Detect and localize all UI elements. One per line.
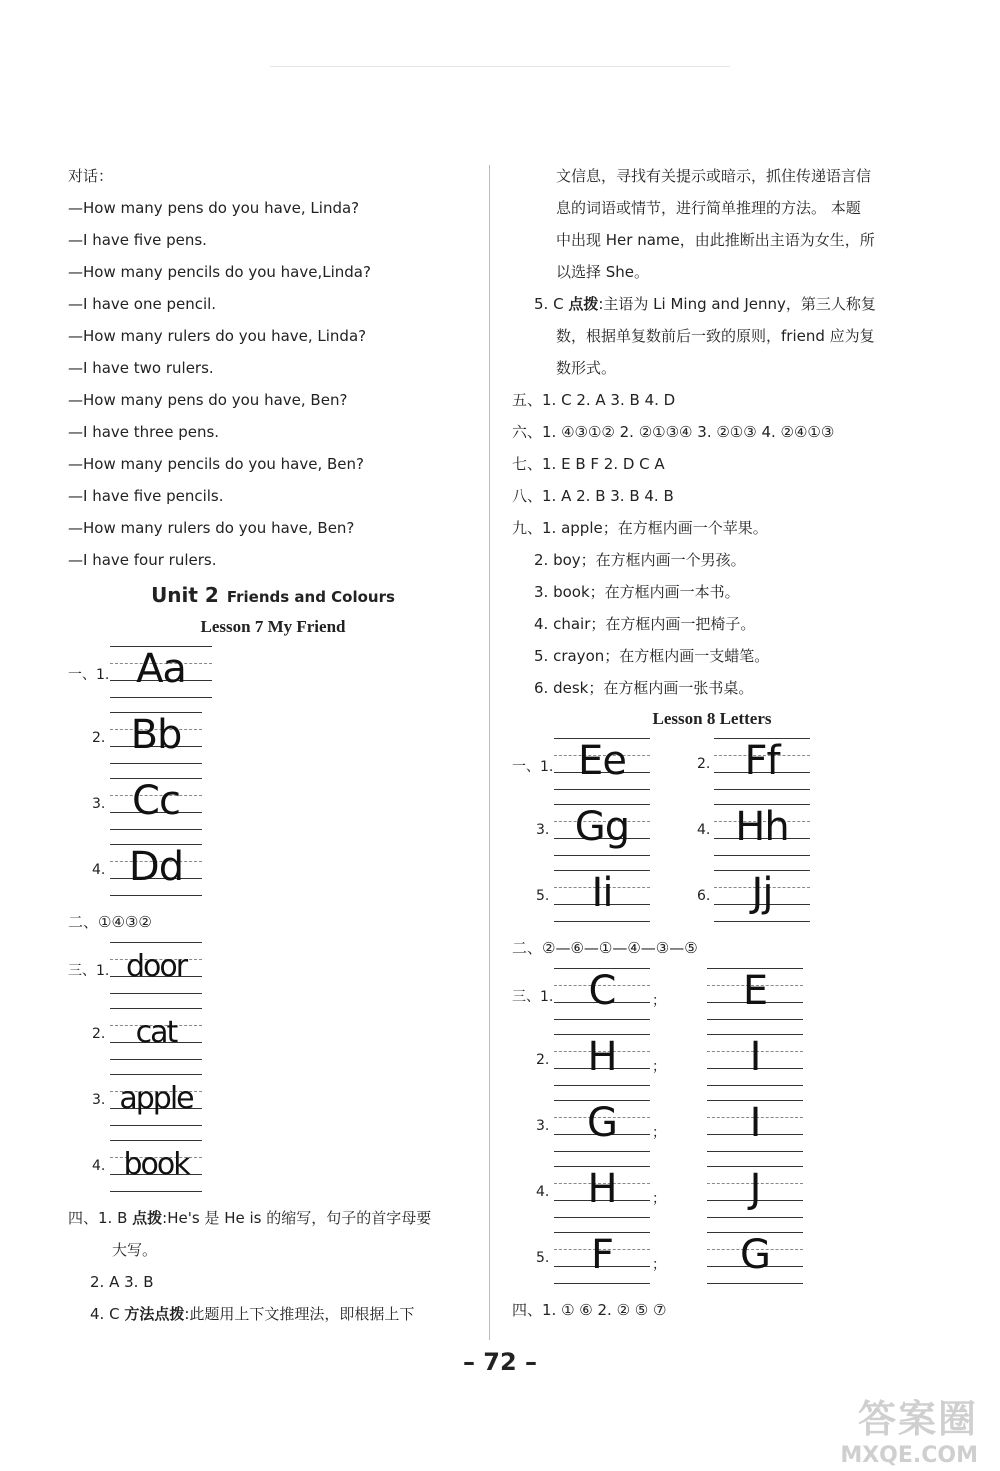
item-number bbox=[68, 960, 109, 980]
writing-row bbox=[68, 1136, 478, 1202]
handwriting-answer: book bbox=[123, 1147, 189, 1182]
unit-subtitle: Friends and Colours bbox=[226, 588, 395, 606]
writing-row bbox=[68, 938, 478, 1004]
lesson-8-title: Lesson 8 Letters bbox=[652, 709, 772, 728]
section-9-answer: 5. crayon；在方框内画一支蜡笔。 bbox=[534, 647, 770, 665]
item-number: 2. bbox=[92, 730, 106, 746]
watermark-title: 答案圈 bbox=[857, 1397, 978, 1441]
section-4-line: 2. A 3. B bbox=[90, 1273, 154, 1291]
writing-row bbox=[68, 774, 478, 840]
item-number: 2. bbox=[536, 1052, 550, 1068]
item-number-text: 1. bbox=[96, 667, 110, 683]
writing-lines bbox=[110, 778, 202, 830]
handwriting-answer: I bbox=[749, 1100, 761, 1146]
handwriting-answer: Aa bbox=[136, 646, 186, 692]
writing-lines bbox=[554, 1100, 650, 1152]
writing-lines bbox=[554, 738, 650, 790]
writing-lines bbox=[554, 1166, 650, 1218]
dialog-line: —How many pencils do you have,Linda? bbox=[68, 263, 371, 281]
separator: ； bbox=[652, 1059, 666, 1075]
item-number: 5. bbox=[536, 1250, 550, 1266]
writing-lines bbox=[714, 870, 810, 922]
writing-lines bbox=[110, 1074, 202, 1126]
item-number: 2. bbox=[92, 1026, 106, 1042]
dialog-line: —I have one pencil. bbox=[68, 295, 217, 313]
handwriting-answer: G bbox=[587, 1100, 617, 1146]
item-number: 4. bbox=[92, 1158, 106, 1174]
separator: ； bbox=[652, 1257, 666, 1273]
writing-lines bbox=[554, 968, 650, 1020]
separator: ； bbox=[652, 993, 666, 1009]
handwriting-answer: Cc bbox=[132, 778, 180, 824]
hint-label: 点拨 bbox=[568, 295, 599, 313]
writing-lines bbox=[554, 1034, 650, 1086]
handwriting-answer: J bbox=[749, 1166, 761, 1212]
section-prefix: 三、 bbox=[512, 989, 540, 1005]
handwriting-answer: G bbox=[740, 1232, 770, 1278]
handwriting-answer: door bbox=[125, 949, 187, 984]
handwriting-answer: C bbox=[588, 968, 616, 1014]
item-number: 2. bbox=[697, 756, 711, 772]
hint-label: 方法点拨 bbox=[124, 1305, 185, 1323]
section-7-answer: 七、1. E B F 2. D C A bbox=[512, 455, 665, 473]
writing-row bbox=[512, 866, 912, 932]
writing-row bbox=[512, 1228, 912, 1294]
writing-row bbox=[68, 708, 478, 774]
handwriting-answer: Hh bbox=[735, 804, 789, 850]
answer-text: 5. C bbox=[534, 295, 569, 313]
writing-lines bbox=[110, 1140, 202, 1192]
section-4-answer: 四、1. ① ⑥ 2. ② ⑤ ⑦ bbox=[512, 1301, 667, 1319]
item-number: 4. bbox=[92, 862, 106, 878]
writing-row bbox=[512, 964, 912, 1030]
dialog-line: —How many pencils do you have, Ben? bbox=[68, 455, 364, 473]
item-number-text: 1. bbox=[540, 989, 554, 1005]
answer-text: :此题用上下文推理法，即根据上下 bbox=[184, 1305, 415, 1323]
handwriting-answer: Dd bbox=[128, 844, 184, 890]
section-prefix: 三、 bbox=[68, 963, 96, 979]
section-8-answer: 八、1. A 2. B 3. B 4. B bbox=[512, 487, 674, 505]
handwriting-answer: E bbox=[742, 968, 768, 1014]
item-number-text: 1. bbox=[540, 759, 554, 775]
hint-label: 点拨 bbox=[132, 1209, 163, 1227]
explanation-line bbox=[512, 288, 912, 320]
dialog-line: —How many rulers do you have, Ben? bbox=[68, 519, 355, 537]
dialog-line: —I have three pens. bbox=[68, 423, 220, 441]
writing-lines bbox=[554, 870, 650, 922]
writing-lines bbox=[110, 942, 202, 994]
writing-lines bbox=[707, 1232, 803, 1284]
section-prefix: 一、 bbox=[512, 759, 540, 775]
answer-text: 四、1. B bbox=[68, 1209, 133, 1227]
handwriting-answer: H bbox=[587, 1166, 617, 1212]
answer-text: :主语为 Li Ming and Jenny，第三人称复 bbox=[598, 295, 876, 313]
dialog-line: —I have four rulers. bbox=[68, 551, 217, 569]
item-number-text: 1. bbox=[96, 963, 110, 979]
writing-lines bbox=[110, 646, 212, 698]
item-number: 3. bbox=[536, 1118, 550, 1134]
writing-row bbox=[512, 1030, 912, 1096]
explanation-line: 数，根据单复数前后一致的原则，friend 应为复 bbox=[556, 327, 875, 345]
dialog-line: —I have five pencils. bbox=[68, 487, 224, 505]
explanation-line: 中出现 Her name，由此推断出主语为女生，所 bbox=[556, 231, 875, 249]
item-number: 5. bbox=[536, 888, 550, 904]
item-number: 4. bbox=[536, 1184, 550, 1200]
handwriting-answer: Bb bbox=[130, 712, 182, 758]
writing-row bbox=[68, 642, 478, 708]
writing-lines bbox=[714, 738, 810, 790]
section-9-answer: 4. chair；在方框内画一把椅子。 bbox=[534, 615, 756, 633]
explanation-line: 息的词语或情节，进行简单推理的方法。 本题 bbox=[556, 199, 861, 217]
separator: ； bbox=[652, 1191, 666, 1207]
item-number: 6. bbox=[697, 888, 711, 904]
answer-text: :He's 是 He is 的缩写，句子的首字母要 bbox=[162, 1209, 432, 1227]
column-divider bbox=[489, 165, 490, 1340]
section-2-answer: 二、①④③② bbox=[68, 913, 152, 931]
writing-lines bbox=[554, 1232, 650, 1284]
page-number: – 72 – bbox=[462, 1348, 538, 1376]
writing-lines bbox=[707, 1100, 803, 1152]
writing-row bbox=[68, 1070, 478, 1136]
writing-lines bbox=[110, 844, 202, 896]
writing-row bbox=[68, 1004, 478, 1070]
item-number bbox=[68, 664, 109, 684]
section-prefix: 一、 bbox=[68, 667, 96, 683]
top-rule bbox=[270, 66, 730, 67]
item-number bbox=[512, 986, 553, 1006]
explanation-line: 以选择 She。 bbox=[556, 263, 650, 281]
writing-lines bbox=[707, 1166, 803, 1218]
item-number: 3. bbox=[92, 796, 106, 812]
watermark bbox=[840, 1388, 978, 1468]
explanation-line: 数形式。 bbox=[556, 359, 617, 377]
section-4-line: 大写。 bbox=[112, 1241, 158, 1259]
handwriting-answer: Gg bbox=[574, 804, 630, 850]
watermark-url: MXQE.COM bbox=[840, 1443, 978, 1468]
left-column bbox=[68, 160, 478, 1330]
handwriting-answer: Ee bbox=[578, 738, 626, 784]
writing-lines bbox=[110, 1008, 202, 1060]
section-9-answer: 2. boy；在方框内画一个男孩。 bbox=[534, 551, 746, 569]
dialog-line: —How many pens do you have, Linda? bbox=[68, 199, 360, 217]
handwriting-answer: Ii bbox=[591, 870, 613, 916]
separator: ； bbox=[652, 1125, 666, 1141]
handwriting-answer: H bbox=[587, 1034, 617, 1080]
item-number: 3. bbox=[92, 1092, 106, 1108]
dialog-label: 对话： bbox=[68, 167, 114, 185]
answer-text: 4. C bbox=[90, 1305, 125, 1323]
writing-row bbox=[512, 1096, 912, 1162]
item-number bbox=[512, 756, 553, 776]
section-9-answer: 6. desk；在方框内画一张书桌。 bbox=[534, 679, 754, 697]
lesson-7-title: Lesson 7 My Friend bbox=[200, 617, 346, 636]
writing-lines bbox=[554, 804, 650, 856]
writing-row bbox=[512, 1162, 912, 1228]
dialog-line: —How many rulers do you have, Linda? bbox=[68, 327, 367, 345]
dialog-line: —How many pens do you have, Ben? bbox=[68, 391, 348, 409]
handwriting-answer: Jj bbox=[751, 870, 773, 916]
dialog-line: —I have two rulers. bbox=[68, 359, 214, 377]
writing-lines bbox=[707, 1034, 803, 1086]
handwriting-answer: F bbox=[590, 1232, 613, 1278]
section-5-answer: 五、1. C 2. A 3. B 4. D bbox=[512, 391, 676, 409]
explanation-line: 文信息，寻找有关提示或暗示，抓住传递语言信 bbox=[556, 167, 872, 185]
section-9-answer: 九、1. apple；在方框内画一个苹果。 bbox=[512, 519, 768, 537]
writing-lines bbox=[714, 804, 810, 856]
dialog-line: —I have five pens. bbox=[68, 231, 207, 249]
handwriting-answer: I bbox=[749, 1034, 761, 1080]
section-9-answer: 3. book；在方框内画一本书。 bbox=[534, 583, 740, 601]
section-6-answer: 六、1. ④③①② 2. ②①③④ 3. ②①③ 4. ②④①③ bbox=[512, 423, 835, 441]
handwriting-answer: Ff bbox=[744, 738, 780, 784]
section-4-line bbox=[68, 1298, 478, 1330]
section-4-line bbox=[68, 1202, 478, 1234]
writing-row bbox=[68, 840, 478, 906]
writing-row bbox=[512, 734, 912, 800]
unit-number: Unit 2 bbox=[151, 583, 219, 607]
unit-title bbox=[68, 578, 478, 612]
handwriting-answer: cat bbox=[135, 1015, 177, 1050]
writing-lines bbox=[110, 712, 202, 764]
item-number: 3. bbox=[536, 822, 550, 838]
writing-row bbox=[512, 800, 912, 866]
right-column bbox=[512, 160, 912, 1326]
handwriting-answer: apple bbox=[119, 1081, 193, 1116]
section-2-answer: 二、②—⑥—①—④—③—⑤ bbox=[512, 939, 698, 957]
writing-lines bbox=[707, 968, 803, 1020]
item-number: 4. bbox=[697, 822, 711, 838]
